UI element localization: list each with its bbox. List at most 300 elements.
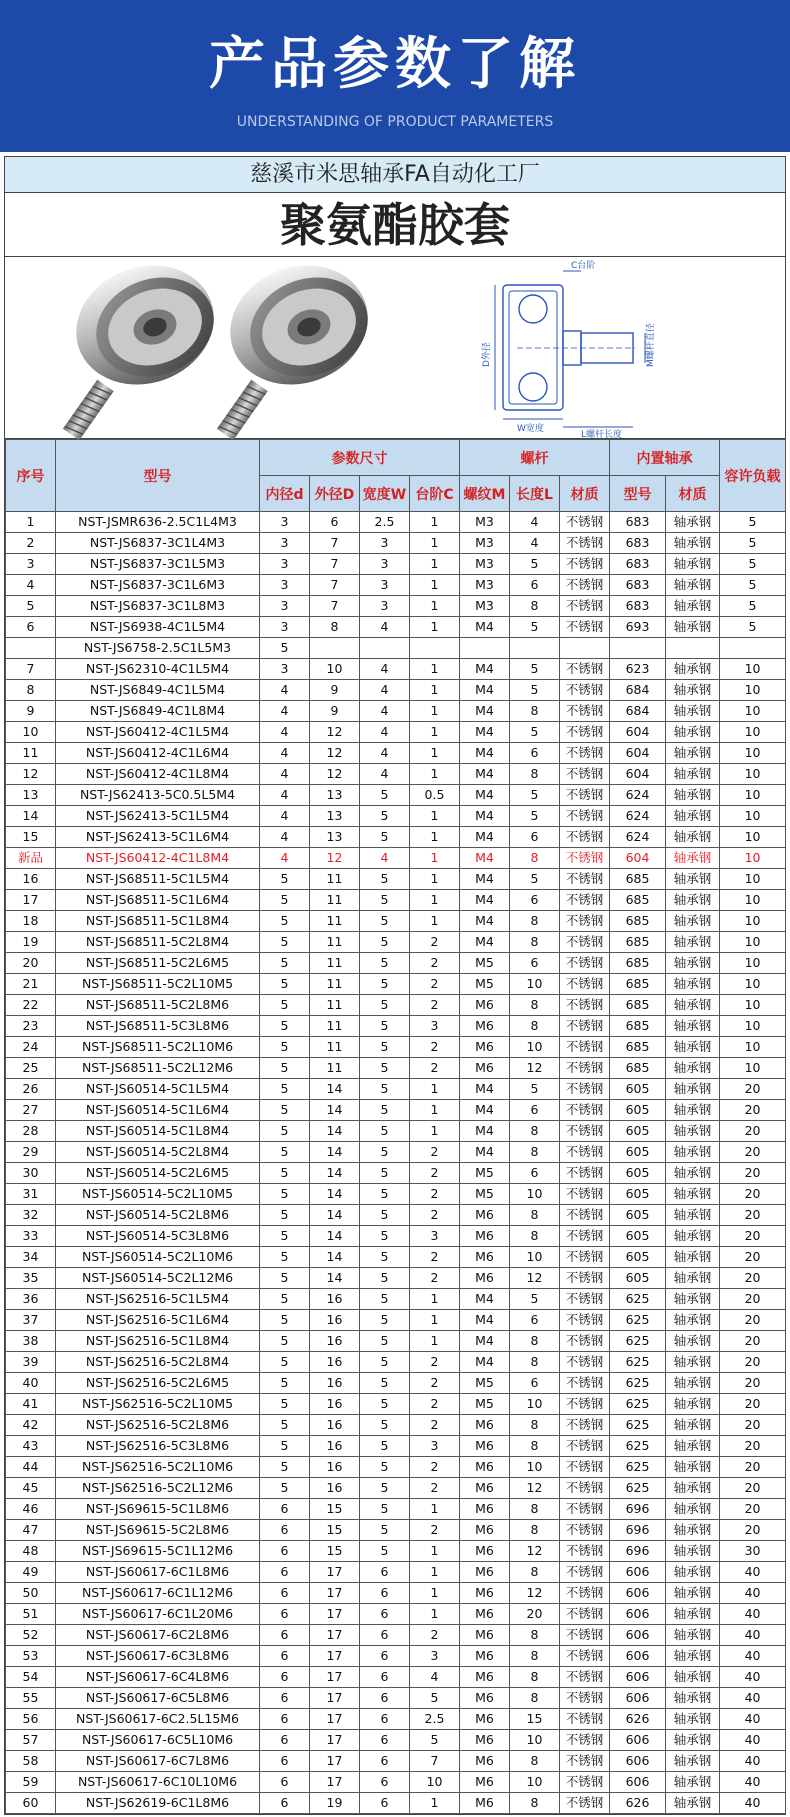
cell-screw-material: 不锈钢: [560, 1772, 610, 1793]
banner-subtitle: UNDERSTANDING OF PRODUCT PARAMETERS: [236, 114, 554, 130]
cell-screw-material: 不锈钢: [560, 1646, 610, 1667]
cell-width-w: 6: [360, 1562, 410, 1583]
cell-inner-d: 5: [260, 1016, 310, 1037]
cell-bearing-material: 轴承钢: [666, 1457, 720, 1478]
cell-seq: 38: [6, 1331, 56, 1352]
cell-bearing-model: 683: [610, 596, 666, 617]
cell-step-c: 1: [410, 1079, 460, 1100]
cell-width-w: 6: [360, 1688, 410, 1709]
cell-bearing-material: 轴承钢: [666, 890, 720, 911]
table-row: [6, 1373, 786, 1394]
cell-screw-material: 不锈钢: [560, 911, 610, 932]
cell-screw-material: 不锈钢: [560, 1478, 610, 1499]
cell-length-l: 6: [510, 827, 560, 848]
cell-width-w: 5: [360, 785, 410, 806]
cell-bearing-material: 轴承钢: [666, 1394, 720, 1415]
cell-seq: 24: [6, 1037, 56, 1058]
header-width-w: 宽度W: [360, 476, 410, 512]
cell-length-l: 8: [510, 1016, 560, 1037]
cell-outer-d: 16: [310, 1436, 360, 1457]
cell-screw-material: 不锈钢: [560, 1079, 610, 1100]
cell-model: NST-JS60412-4C1L8M4: [56, 764, 260, 785]
cell-outer-d: 11: [310, 890, 360, 911]
cell-seq: 59: [6, 1772, 56, 1793]
table-row: [6, 848, 786, 869]
cell-load: 40: [720, 1562, 786, 1583]
cell-outer-d: 16: [310, 1373, 360, 1394]
cell-length-l: 15: [510, 1709, 560, 1730]
cell-seq: 4: [6, 575, 56, 596]
cell-outer-d: 16: [310, 1457, 360, 1478]
cell-bearing-material: 轴承钢: [666, 1709, 720, 1730]
cell-bearing-material: 轴承钢: [666, 1058, 720, 1079]
cell-model: NST-JS60514-5C2L8M4: [56, 1142, 260, 1163]
cell-length-l: 8: [510, 596, 560, 617]
cell-width-w: 5: [360, 1226, 410, 1247]
cell-model: NST-JS68511-5C2L6M5: [56, 953, 260, 974]
cell-step-c: 1: [410, 701, 460, 722]
cell-load: 10: [720, 932, 786, 953]
cell-step-c: 2: [410, 1184, 460, 1205]
cell-step-c: 2: [410, 974, 460, 995]
cell-length-l: 5: [510, 785, 560, 806]
cell-inner-d: 5: [260, 1205, 310, 1226]
cell-width-w: 3: [360, 533, 410, 554]
cell-seq: 27: [6, 1100, 56, 1121]
table-row: [6, 1604, 786, 1625]
header-bearing-material: 材质: [666, 476, 720, 512]
table-row: [6, 995, 786, 1016]
header-screw-material: 材质: [560, 476, 610, 512]
cell-model: NST-JS6837-3C1L5M3: [56, 554, 260, 575]
cell-seq: 51: [6, 1604, 56, 1625]
cell-load: 40: [720, 1730, 786, 1751]
cell-inner-d: 6: [260, 1793, 310, 1814]
cell-inner-d: 5: [260, 953, 310, 974]
table-row: [6, 1205, 786, 1226]
cell-model: NST-JS60412-4C1L5M4: [56, 722, 260, 743]
cell-step-c: 2: [410, 1058, 460, 1079]
cell-seq: 9: [6, 701, 56, 722]
cell-width-w: 5: [360, 1163, 410, 1184]
cell-length-l: 8: [510, 1415, 560, 1436]
cell-bearing-material: 轴承钢: [666, 554, 720, 575]
cell-outer-d: 14: [310, 1184, 360, 1205]
table-row: [6, 1646, 786, 1667]
cell-screw-material: 不锈钢: [560, 1625, 610, 1646]
cell-bearing-model: 685: [610, 995, 666, 1016]
cell-model: NST-JS6849-4C1L8M4: [56, 701, 260, 722]
cell-load: 20: [720, 1394, 786, 1415]
cell-load: 20: [720, 1436, 786, 1457]
cell-bearing-material: 轴承钢: [666, 1730, 720, 1751]
table-row: [6, 1394, 786, 1415]
cell-inner-d: 6: [260, 1751, 310, 1772]
cell-step-c: 2: [410, 1478, 460, 1499]
table-row: [6, 1331, 786, 1352]
cell-length-l: 8: [510, 1625, 560, 1646]
cell-width-w: 3: [360, 575, 410, 596]
cell-length-l: 10: [510, 1394, 560, 1415]
cell-outer-d: 16: [310, 1289, 360, 1310]
cell-width-w: 5: [360, 827, 410, 848]
cell-bearing-model: 606: [610, 1730, 666, 1751]
cell-length-l: 5: [510, 680, 560, 701]
cell-screw-material: 不锈钢: [560, 1583, 610, 1604]
cell-outer-d: 17: [310, 1562, 360, 1583]
cell-bearing-model: 626: [610, 1709, 666, 1730]
cell-outer-d: 16: [310, 1394, 360, 1415]
cell-bearing-material: 轴承钢: [666, 1289, 720, 1310]
cell-thread-m: M6: [460, 1772, 510, 1793]
cell-seq: 新品: [6, 848, 56, 869]
cell-width-w: 5: [360, 1499, 410, 1520]
cell-screw-material: 不锈钢: [560, 596, 610, 617]
cell-load: 40: [720, 1646, 786, 1667]
cell-screw-material: 不锈钢: [560, 1100, 610, 1121]
cell-inner-d: 6: [260, 1541, 310, 1562]
cell-width-w: 5: [360, 1394, 410, 1415]
cell-length-l: 6: [510, 1100, 560, 1121]
cell-model: NST-JS62516-5C2L12M6: [56, 1478, 260, 1499]
cell-outer-d: 17: [310, 1646, 360, 1667]
cell-screw-material: 不锈钢: [560, 1709, 610, 1730]
cell-seq: 31: [6, 1184, 56, 1205]
cell-length-l: 5: [510, 806, 560, 827]
cell-outer-d: 17: [310, 1583, 360, 1604]
cell-width-w: 5: [360, 890, 410, 911]
table-row: [6, 1667, 786, 1688]
cell-screw-material: 不锈钢: [560, 1163, 610, 1184]
cell-bearing-model: 625: [610, 1436, 666, 1457]
cell-load: 40: [720, 1709, 786, 1730]
table-row: [6, 1100, 786, 1121]
cell-seq: 40: [6, 1373, 56, 1394]
cell-outer-d: 6: [310, 512, 360, 533]
cell-outer-d: 14: [310, 1100, 360, 1121]
cell-step-c: 3: [410, 1226, 460, 1247]
table-row: [6, 785, 786, 806]
cell-seq: 37: [6, 1310, 56, 1331]
cell-seq: 44: [6, 1457, 56, 1478]
cell-width-w: 5: [360, 1058, 410, 1079]
cell-screw-material: 不锈钢: [560, 764, 610, 785]
cell-thread-m: M4: [460, 806, 510, 827]
cell-seq: 49: [6, 1562, 56, 1583]
table-row: [6, 680, 786, 701]
table-row: [6, 869, 786, 890]
cell-outer-d: 11: [310, 932, 360, 953]
cell-model: NST-JS62619-6C1L8M6: [56, 1793, 260, 1814]
cell-model: NST-JS60617-6C5L10M6: [56, 1730, 260, 1751]
cell-bearing-material: 轴承钢: [666, 1688, 720, 1709]
cell-thread-m: M6: [460, 1751, 510, 1772]
cell-thread-m: M6: [460, 1730, 510, 1751]
table-row: [6, 722, 786, 743]
cell-model: NST-JS6837-3C1L4M3: [56, 533, 260, 554]
cell-bearing-material: 轴承钢: [666, 1184, 720, 1205]
cell-model: NST-JS68511-5C1L8M4: [56, 911, 260, 932]
cell-bearing-model: 623: [610, 659, 666, 680]
cell-outer-d: 14: [310, 1247, 360, 1268]
cell-step-c: 3: [410, 1646, 460, 1667]
cell-thread-m: M4: [460, 617, 510, 638]
cell-seq: 46: [6, 1499, 56, 1520]
cell-step-c: 2: [410, 1205, 460, 1226]
cell-step-c: 2: [410, 1625, 460, 1646]
spec-table: [5, 439, 786, 1814]
table-row: [6, 764, 786, 785]
cell-width-w: 4: [360, 701, 410, 722]
cell-inner-d: 6: [260, 1709, 310, 1730]
cell-load: 20: [720, 1184, 786, 1205]
cell-thread-m: M5: [460, 953, 510, 974]
cell-outer-d: 12: [310, 743, 360, 764]
cell-screw-material: 不锈钢: [560, 848, 610, 869]
cell-outer-d: 12: [310, 722, 360, 743]
table-row: [6, 1772, 786, 1793]
cell-thread-m: M6: [460, 1646, 510, 1667]
cell-step-c: 1: [410, 659, 460, 680]
cell-width-w: 5: [360, 1373, 410, 1394]
cell-seq: 6: [6, 617, 56, 638]
cell-model: NST-JS69615-5C1L12M6: [56, 1541, 260, 1562]
cell-length-l: 6: [510, 1310, 560, 1331]
cell-load: 20: [720, 1478, 786, 1499]
cell-load: 40: [720, 1583, 786, 1604]
header-inner-d: 内径d: [260, 476, 310, 512]
cell-outer-d: 13: [310, 806, 360, 827]
cell-inner-d: 3: [260, 512, 310, 533]
cell-screw-material: 不锈钢: [560, 680, 610, 701]
header-step-c: 台阶C: [410, 476, 460, 512]
cell-screw-material: 不锈钢: [560, 1541, 610, 1562]
cell-inner-d: 6: [260, 1520, 310, 1541]
cell-screw-material: 不锈钢: [560, 1142, 610, 1163]
cell-screw-material: 不锈钢: [560, 1604, 610, 1625]
cell-bearing-model: 625: [610, 1331, 666, 1352]
cell-bearing-material: 轴承钢: [666, 1121, 720, 1142]
cell-width-w: 5: [360, 1037, 410, 1058]
cell-step-c: 1: [410, 512, 460, 533]
cell-thread-m: M6: [460, 1688, 510, 1709]
cell-width-w: 4: [360, 743, 410, 764]
table-row: [6, 1016, 786, 1037]
cell-seq: 48: [6, 1541, 56, 1562]
cell-inner-d: 5: [260, 1184, 310, 1205]
cell-step-c: 10: [410, 1772, 460, 1793]
cell-thread-m: M3: [460, 575, 510, 596]
cell-bearing-model: 625: [610, 1415, 666, 1436]
cell-thread-m: M4: [460, 1289, 510, 1310]
cell-step-c: 4: [410, 1667, 460, 1688]
cell-length-l: 4: [510, 533, 560, 554]
cell-step-c: 1: [410, 890, 460, 911]
cell-load: 10: [720, 848, 786, 869]
cell-inner-d: 5: [260, 890, 310, 911]
table-row: [6, 1541, 786, 1562]
cell-screw-material: 不锈钢: [560, 869, 610, 890]
cell-width-w: 6: [360, 1625, 410, 1646]
cell-bearing-material: 轴承钢: [666, 1079, 720, 1100]
cell-outer-d: 14: [310, 1268, 360, 1289]
cell-length-l: 10: [510, 1037, 560, 1058]
cell-inner-d: 5: [260, 1121, 310, 1142]
cell-length-l: 20: [510, 1604, 560, 1625]
cell-bearing-material: 轴承钢: [666, 1037, 720, 1058]
cell-screw-material: 不锈钢: [560, 617, 610, 638]
cell-screw-material: 不锈钢: [560, 554, 610, 575]
cell-thread-m: M4: [460, 1352, 510, 1373]
cell-load: 10: [720, 995, 786, 1016]
cell-bearing-model: 605: [610, 1247, 666, 1268]
cell-load: 20: [720, 1247, 786, 1268]
cell-bearing-material: 轴承钢: [666, 869, 720, 890]
cell-inner-d: 4: [260, 743, 310, 764]
cell-width-w: 5: [360, 1541, 410, 1562]
cell-width-w: 5: [360, 1310, 410, 1331]
cell-width-w: 5: [360, 806, 410, 827]
cell-step-c: 1: [410, 680, 460, 701]
cell-load: 10: [720, 911, 786, 932]
cell-load: 20: [720, 1499, 786, 1520]
table-row: [6, 743, 786, 764]
cell-load: 10: [720, 1016, 786, 1037]
cell-thread-m: M6: [460, 1226, 510, 1247]
table-row: [6, 1730, 786, 1751]
cell-thread-m: M4: [460, 785, 510, 806]
cell-seq: 8: [6, 680, 56, 701]
table-row: [6, 1289, 786, 1310]
cell-bearing-material: 轴承钢: [666, 1352, 720, 1373]
cell-outer-d: 17: [310, 1730, 360, 1751]
cell-thread-m: M6: [460, 1583, 510, 1604]
cell-model: NST-JS62516-5C2L8M6: [56, 1415, 260, 1436]
cell-step-c: 1: [410, 554, 460, 575]
cell-seq: 16: [6, 869, 56, 890]
cell-width-w: 5: [360, 1247, 410, 1268]
cell-screw-material: 不锈钢: [560, 1352, 610, 1373]
cell-outer-d: 14: [310, 1121, 360, 1142]
cell-load: 20: [720, 1352, 786, 1373]
cell-load: 20: [720, 1100, 786, 1121]
table-row: [6, 1562, 786, 1583]
cell-inner-d: 6: [260, 1667, 310, 1688]
cell-bearing-material: 轴承钢: [666, 617, 720, 638]
cell-step-c: 2: [410, 1037, 460, 1058]
cell-screw-material: 不锈钢: [560, 932, 610, 953]
cell-bearing-model: 605: [610, 1268, 666, 1289]
cell-inner-d: 5: [260, 1058, 310, 1079]
cell-bearing-model: [610, 638, 666, 659]
cell-bearing-model: 685: [610, 890, 666, 911]
cell-outer-d: 15: [310, 1520, 360, 1541]
cell-screw-material: 不锈钢: [560, 1016, 610, 1037]
cell-outer-d: 13: [310, 827, 360, 848]
cell-seq: 36: [6, 1289, 56, 1310]
cell-thread-m: M6: [460, 1415, 510, 1436]
cell-outer-d: 14: [310, 1079, 360, 1100]
cell-step-c: 1: [410, 743, 460, 764]
cell-thread-m: M4: [460, 1100, 510, 1121]
cell-thread-m: M6: [460, 1667, 510, 1688]
cell-outer-d: 7: [310, 575, 360, 596]
cell-bearing-material: 轴承钢: [666, 1016, 720, 1037]
cell-load: 30: [720, 1541, 786, 1562]
cell-bearing-model: 606: [610, 1646, 666, 1667]
table-row: [6, 1310, 786, 1331]
cell-load: 10: [720, 764, 786, 785]
cell-bearing-model: 606: [610, 1604, 666, 1625]
cell-thread-m: M6: [460, 1247, 510, 1268]
cell-model: NST-JS62516-5C2L6M5: [56, 1373, 260, 1394]
cell-model: NST-JS62516-5C1L5M4: [56, 1289, 260, 1310]
cell-seq: [6, 638, 56, 659]
cell-length-l: 6: [510, 890, 560, 911]
header-bearing: 内置轴承: [610, 440, 720, 476]
cell-bearing-material: 轴承钢: [666, 1646, 720, 1667]
dimension-drawing: [495, 271, 645, 427]
cell-bearing-material: 轴承钢: [666, 1373, 720, 1394]
cell-width-w: 6: [360, 1751, 410, 1772]
cell-inner-d: 5: [260, 932, 310, 953]
cell-width-w: 6: [360, 1772, 410, 1793]
cell-load: 40: [720, 1625, 786, 1646]
cell-step-c: 1: [410, 764, 460, 785]
cell-bearing-model: 693: [610, 617, 666, 638]
cell-inner-d: 3: [260, 596, 310, 617]
cell-step-c: 1: [410, 1583, 460, 1604]
cell-bearing-model: 696: [610, 1499, 666, 1520]
cell-bearing-model: 685: [610, 1037, 666, 1058]
cell-length-l: 5: [510, 659, 560, 680]
cell-screw-material: 不锈钢: [560, 512, 610, 533]
cell-seq: 54: [6, 1667, 56, 1688]
cell-bearing-model: 683: [610, 554, 666, 575]
cell-bearing-material: 轴承钢: [666, 1562, 720, 1583]
table-row: [6, 659, 786, 680]
cell-thread-m: M6: [460, 1709, 510, 1730]
cell-load: 5: [720, 596, 786, 617]
cell-outer-d: 14: [310, 1142, 360, 1163]
cell-outer-d: 11: [310, 1058, 360, 1079]
cell-length-l: 6: [510, 1163, 560, 1184]
cell-bearing-material: 轴承钢: [666, 827, 720, 848]
cell-width-w: 4: [360, 848, 410, 869]
cell-thread-m: M5: [460, 1163, 510, 1184]
cell-thread-m: [460, 638, 510, 659]
cell-bearing-material: 轴承钢: [666, 1331, 720, 1352]
cell-bearing-material: 轴承钢: [666, 1583, 720, 1604]
cell-step-c: 1: [410, 1289, 460, 1310]
cell-length-l: 10: [510, 1184, 560, 1205]
cell-outer-d: 17: [310, 1667, 360, 1688]
cell-width-w: [360, 638, 410, 659]
cell-screw-material: 不锈钢: [560, 1289, 610, 1310]
cell-thread-m: M6: [460, 1604, 510, 1625]
cell-load: [720, 638, 786, 659]
cell-load: 5: [720, 533, 786, 554]
cell-inner-d: 5: [260, 974, 310, 995]
cell-length-l: 10: [510, 1772, 560, 1793]
cell-step-c: 1: [410, 911, 460, 932]
cell-outer-d: 13: [310, 785, 360, 806]
table-row: [6, 1226, 786, 1247]
cell-thread-m: M4: [460, 1331, 510, 1352]
table-row: [6, 512, 786, 533]
cell-seq: 45: [6, 1478, 56, 1499]
cell-bearing-model: 624: [610, 785, 666, 806]
